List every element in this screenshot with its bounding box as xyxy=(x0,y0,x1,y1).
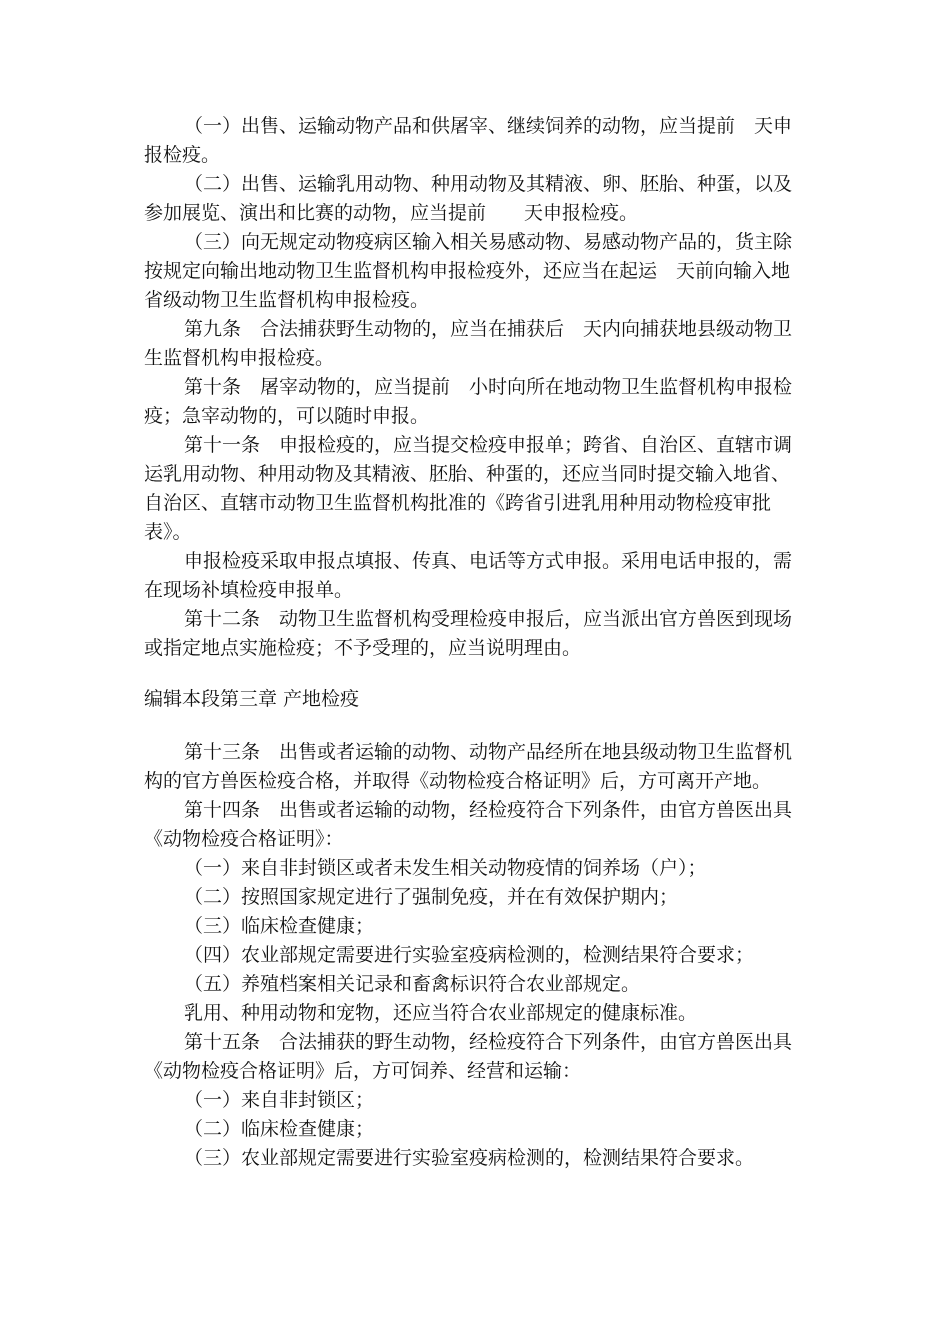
paragraph: 申报检疫采取申报点填报、传真、电话等方式申报。采用电话申报的，需在现场补填检疫申报单。 xyxy=(144,550,793,601)
article-14: 第十四条 出售或者运输的动物，经检疫符合下列条件，由官方兽医出具《动物检疫合格证明》： xyxy=(144,799,793,850)
section-heading: 编辑本段第三章 产地检疫 xyxy=(144,688,360,710)
list-item: （一）来自非封锁区； xyxy=(184,1089,375,1111)
article-12: 第十二条 动物卫生监督机构受理检疫申报后，应当派出官方兽医到现场或指定地点实施检疫；不予受理的，应当说明理由。 xyxy=(144,608,793,659)
list-item: （一）来自非封锁区或者未发生相关动物疫情的饲养场（户）； xyxy=(184,857,707,879)
list-item: （二）临床检查健康； xyxy=(184,1118,375,1140)
list-item: （三）农业部规定需要进行实验室疫病检测的，检测结果符合要求。 xyxy=(184,1147,755,1169)
document-body xyxy=(144,112,804,1173)
list-item: （五）养殖档案相关记录和畜禽标识符合农业部规定。 xyxy=(184,973,641,995)
list-item: （三）临床检查健康； xyxy=(184,915,375,937)
paragraph: 乳用、种用动物和宠物，还应当符合农业部规定的健康标准。 xyxy=(184,1002,698,1024)
paragraph: （三）向无规定动物疫病区输入相关易感动物、易感动物产品的，货主除按规定向输出地动物卫生监督机构申报检疫外，还应当在起运 天前向输入地省级动物卫生监督机构申报检疫。 xyxy=(144,231,793,311)
article-15: 第十五条 合法捕获的野生动物，经检疫符合下列条件，由官方兽医出具《动物检疫合格证明》后，方可饲养、经营和运输： xyxy=(144,1031,793,1082)
paragraph: （一）出售、运输动物产品和供屠宰、继续饲养的动物，应当提前 天申报检疫。 xyxy=(144,115,793,166)
article-11: 第十一条 申报检疫的，应当提交检疫申报单；跨省、自治区、直辖市调运乳用动物、种用动物及其精液、胚胎、种蛋的，还应当同时提交输入地省、自治区、直辖市动物卫生监督机构批准的《跨省引进乳用种用动物检疫审批表》。 xyxy=(144,434,793,543)
article-9: 第九条 合法捕获野生动物的，应当在捕获后 天内向捕获地县级动物卫生监督机构申报检疫。 xyxy=(144,318,793,369)
list-item: （四）农业部规定需要进行实验室疫病检测的，检测结果符合要求； xyxy=(184,944,755,966)
article-10: 第十条 屠宰动物的，应当提前 小时向所在地动物卫生监督机构申报检疫；急宰动物的，可以随时申报。 xyxy=(144,376,793,427)
list-item: （二）按照国家规定进行了强制免疫，并在有效保护期内； xyxy=(184,886,679,908)
paragraph: （二）出售、运输乳用动物、种用动物及其精液、卵、胚胎、种蛋，以及参加展览、演出和比赛的动物，应当提前 天申报检疫。 xyxy=(144,173,793,224)
article-13: 第十三条 出售或者运输的动物、动物产品经所在地县级动物卫生监督机构的官方兽医检疫合格，并取得《动物检疫合格证明》后，方可离开产地。 xyxy=(144,741,793,792)
